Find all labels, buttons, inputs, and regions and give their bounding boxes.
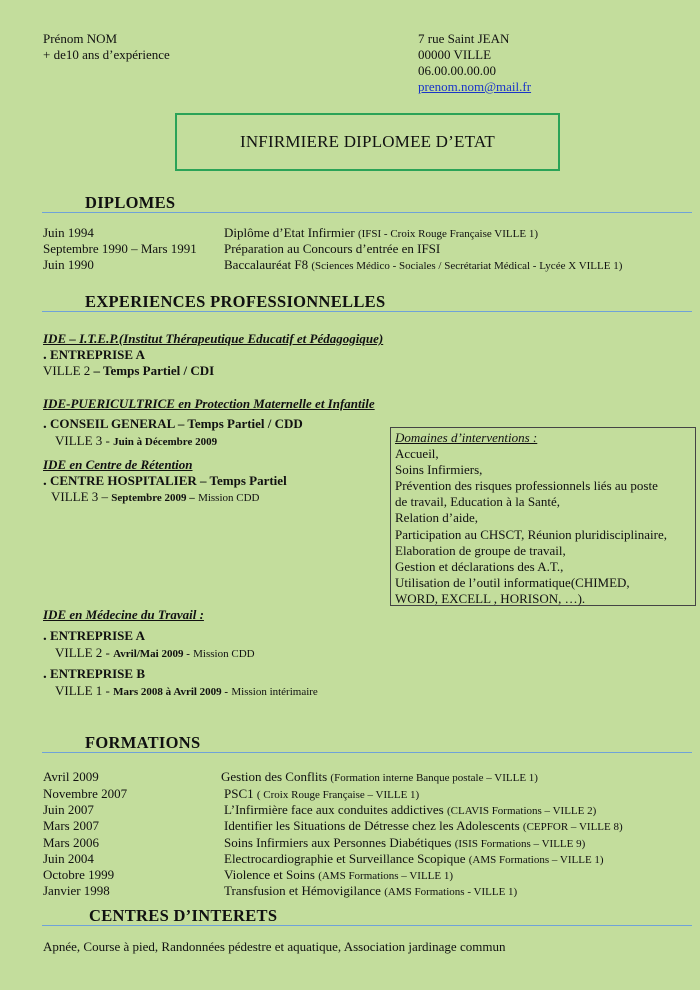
employer-name: CENTRE HOSPITALIER – Temps Partiel	[50, 473, 287, 488]
address-street: 7 rue Saint JEAN	[418, 31, 510, 46]
job-city: VILLE 2	[43, 363, 91, 378]
formation-entry	[224, 867, 453, 884]
job-heading-puericultrice: IDE-PUERICULTRICE en Protection Maternelle et Infantile	[43, 396, 375, 411]
job-title: INFIRMIERE DIPLOMEE D’ETAT	[239, 132, 496, 151]
domaine-item: Utilisation de l’outil informatique(CHIMED,	[395, 574, 630, 590]
domaine-item: Elaboration de groupe de travail,	[395, 542, 566, 558]
formation-detail: (AMS Formations – VILLE 1)	[318, 870, 454, 882]
formation-detail: (CLAVIS Formations – VILLE 2)	[446, 805, 597, 817]
diplome-entry	[224, 257, 622, 274]
formation-main: Identifier les Situations de Détresse chez les Adolescents	[224, 818, 520, 833]
formation-entry	[224, 818, 623, 835]
interets-text: Apnée, Course à pied, Randonnées pédestre et aquatique, Association jardinage commun	[43, 939, 506, 954]
formation-entry	[224, 786, 419, 803]
employer-conseil-general	[43, 416, 303, 432]
formation-date: Mars 2007	[43, 818, 99, 833]
formation-main: Electrocardiographie et Surveillance Scopique	[224, 851, 466, 866]
formation-entry	[221, 769, 538, 786]
email-link[interactable]: prenom.nom@mail.fr	[418, 79, 532, 94]
diplome-entry	[224, 241, 440, 257]
formation-detail: (ISIS Formations – VILLE 9)	[454, 838, 586, 850]
domaines-heading: Domaines d’interventions :	[395, 430, 538, 445]
section-experiences: EXPERIENCES PROFESSIONNELLES	[85, 292, 386, 311]
job-heading-itep: IDE – I.T.E.P.(Institut Thérapeutique Educatif et Pédagogique)	[43, 331, 384, 346]
job-date: Mars 2008 à Avril 2009 -	[113, 686, 229, 698]
formation-date: Juin 2007	[43, 802, 94, 817]
domaine-item: Gestion et déclarations des A.T.,	[395, 558, 564, 574]
divider	[42, 752, 692, 753]
divider	[42, 212, 692, 213]
domaine-item: Participation au CHSCT, Réunion pluridisciplinaire,	[395, 526, 667, 542]
section-interets: CENTRES D’INTERETS	[89, 906, 278, 925]
diplome-date: Juin 1990	[43, 257, 94, 272]
job-city: VILLE 1 -	[55, 683, 110, 698]
phone-number: 06.00.00.00.00	[418, 63, 496, 78]
employer-name: ENTREPRISE B	[50, 666, 145, 681]
formation-main: Transfusion et Hémovigilance	[224, 883, 381, 898]
bullet: .	[43, 347, 47, 363]
formation-detail: (CEPFOR – VILLE 8)	[522, 821, 623, 833]
employer-name: ENTREPRISE A	[50, 347, 145, 362]
job-location	[55, 683, 318, 700]
experience-years: + de10 ans d’expérience	[43, 47, 170, 62]
job-city: VILLE 3 –	[51, 489, 109, 504]
domaine-item: Relation d’aide,	[395, 510, 479, 526]
employer-name: ENTREPRISE A	[50, 628, 145, 643]
formation-detail: (AMS Formations - VILLE 1)	[384, 886, 518, 898]
bullet: .	[43, 666, 47, 682]
formation-main: PSC1	[224, 786, 254, 801]
section-formations: FORMATIONS	[85, 733, 201, 752]
formation-main: Soins Infirmiers aux Personnes Diabétiques	[224, 835, 452, 850]
domaine-item: WORD, EXCELL , HORISON, …).	[395, 590, 586, 606]
diplome-detail: (Sciences Médico - Sociales / Secrétariat Médical - Lycée X VILLE 1)	[311, 260, 623, 272]
divider	[42, 925, 692, 926]
job-date: Juin à Décembre 2009	[113, 436, 218, 448]
formation-date: Mars 2006	[43, 835, 99, 850]
job-date: Avril/Mai 2009 -	[113, 648, 190, 660]
domaines-box	[390, 427, 696, 606]
employer-mt-entreprise-a	[43, 628, 145, 644]
divider	[42, 311, 692, 312]
job-heading-retention: IDE en Centre de Rétention	[43, 457, 193, 472]
formation-main: L’Infirmière face aux conduites addictives	[224, 802, 444, 817]
domaine-item: de travail, Education à la Santé,	[395, 494, 560, 510]
diplome-date: Septembre 1990 – Mars 1991	[43, 241, 197, 256]
formation-detail: (Formation interne Banque postale – VILLE 1)	[330, 772, 538, 784]
formation-date: Juin 2004	[43, 851, 94, 866]
formation-date: Novembre 2007	[43, 786, 128, 801]
job-heading-medecine: IDE en Médecine du Travail :	[43, 607, 204, 622]
bullet: .	[43, 473, 47, 489]
formation-entry	[224, 883, 517, 900]
diplome-main: Préparation au Concours d’entrée en IFSI	[224, 241, 441, 256]
job-date: Septembre 2009 –	[111, 492, 195, 504]
formation-entry	[224, 802, 596, 819]
address-city: 00000 VILLE	[418, 47, 492, 62]
diplome-date: Juin 1994	[43, 225, 94, 240]
candidate-name: Prénom NOM	[43, 31, 118, 46]
job-location	[43, 363, 214, 379]
formation-main: Gestion des Conflits	[221, 769, 328, 784]
employer-name: CONSEIL GENERAL – Temps Partiel / CDD	[50, 416, 303, 431]
job-city: VILLE 2 -	[55, 645, 110, 660]
formation-entry	[224, 835, 585, 852]
diplome-main: Baccalauréat F8	[224, 257, 309, 272]
employer-mt-entreprise-b	[43, 666, 145, 682]
domaine-item: Accueil,	[395, 446, 439, 462]
job-contract: Mission CDD	[193, 648, 255, 660]
formation-detail: (AMS Formations – VILLE 1)	[468, 854, 604, 866]
job-contract: Mission CDD	[198, 492, 260, 504]
formation-main: Violence et Soins	[224, 867, 315, 882]
job-city: VILLE 3 -	[55, 433, 110, 448]
job-location	[55, 433, 217, 450]
formation-entry	[224, 851, 604, 868]
diplome-entry	[224, 225, 538, 242]
job-location	[51, 489, 260, 506]
bullet: .	[43, 416, 47, 432]
job-contract: Mission intérimaire	[231, 686, 318, 698]
bullet: .	[43, 628, 47, 644]
formation-date: Avril 2009	[43, 769, 99, 784]
diplome-main: Diplôme d’Etat Infirmier	[224, 225, 355, 240]
domaine-item: Soins Infirmiers,	[395, 462, 483, 478]
employer-entreprise-a	[43, 347, 145, 363]
section-diplomes: DIPLOMES	[85, 193, 176, 212]
job-contract: – Temps Partiel / CDI	[93, 363, 215, 378]
formation-date: Janvier 1998	[43, 883, 110, 898]
job-title-box	[175, 113, 560, 171]
domaine-item: Prévention des risques professionnels liés au poste	[395, 478, 658, 494]
formation-detail: ( Croix Rouge Française – VILLE 1)	[256, 789, 420, 801]
employer-centre-hospitalier	[43, 473, 287, 489]
formation-date: Octobre 1999	[43, 867, 115, 882]
diplome-detail: (IFSI - Croix Rouge Française VILLE 1)	[357, 228, 538, 240]
job-location	[55, 645, 255, 662]
